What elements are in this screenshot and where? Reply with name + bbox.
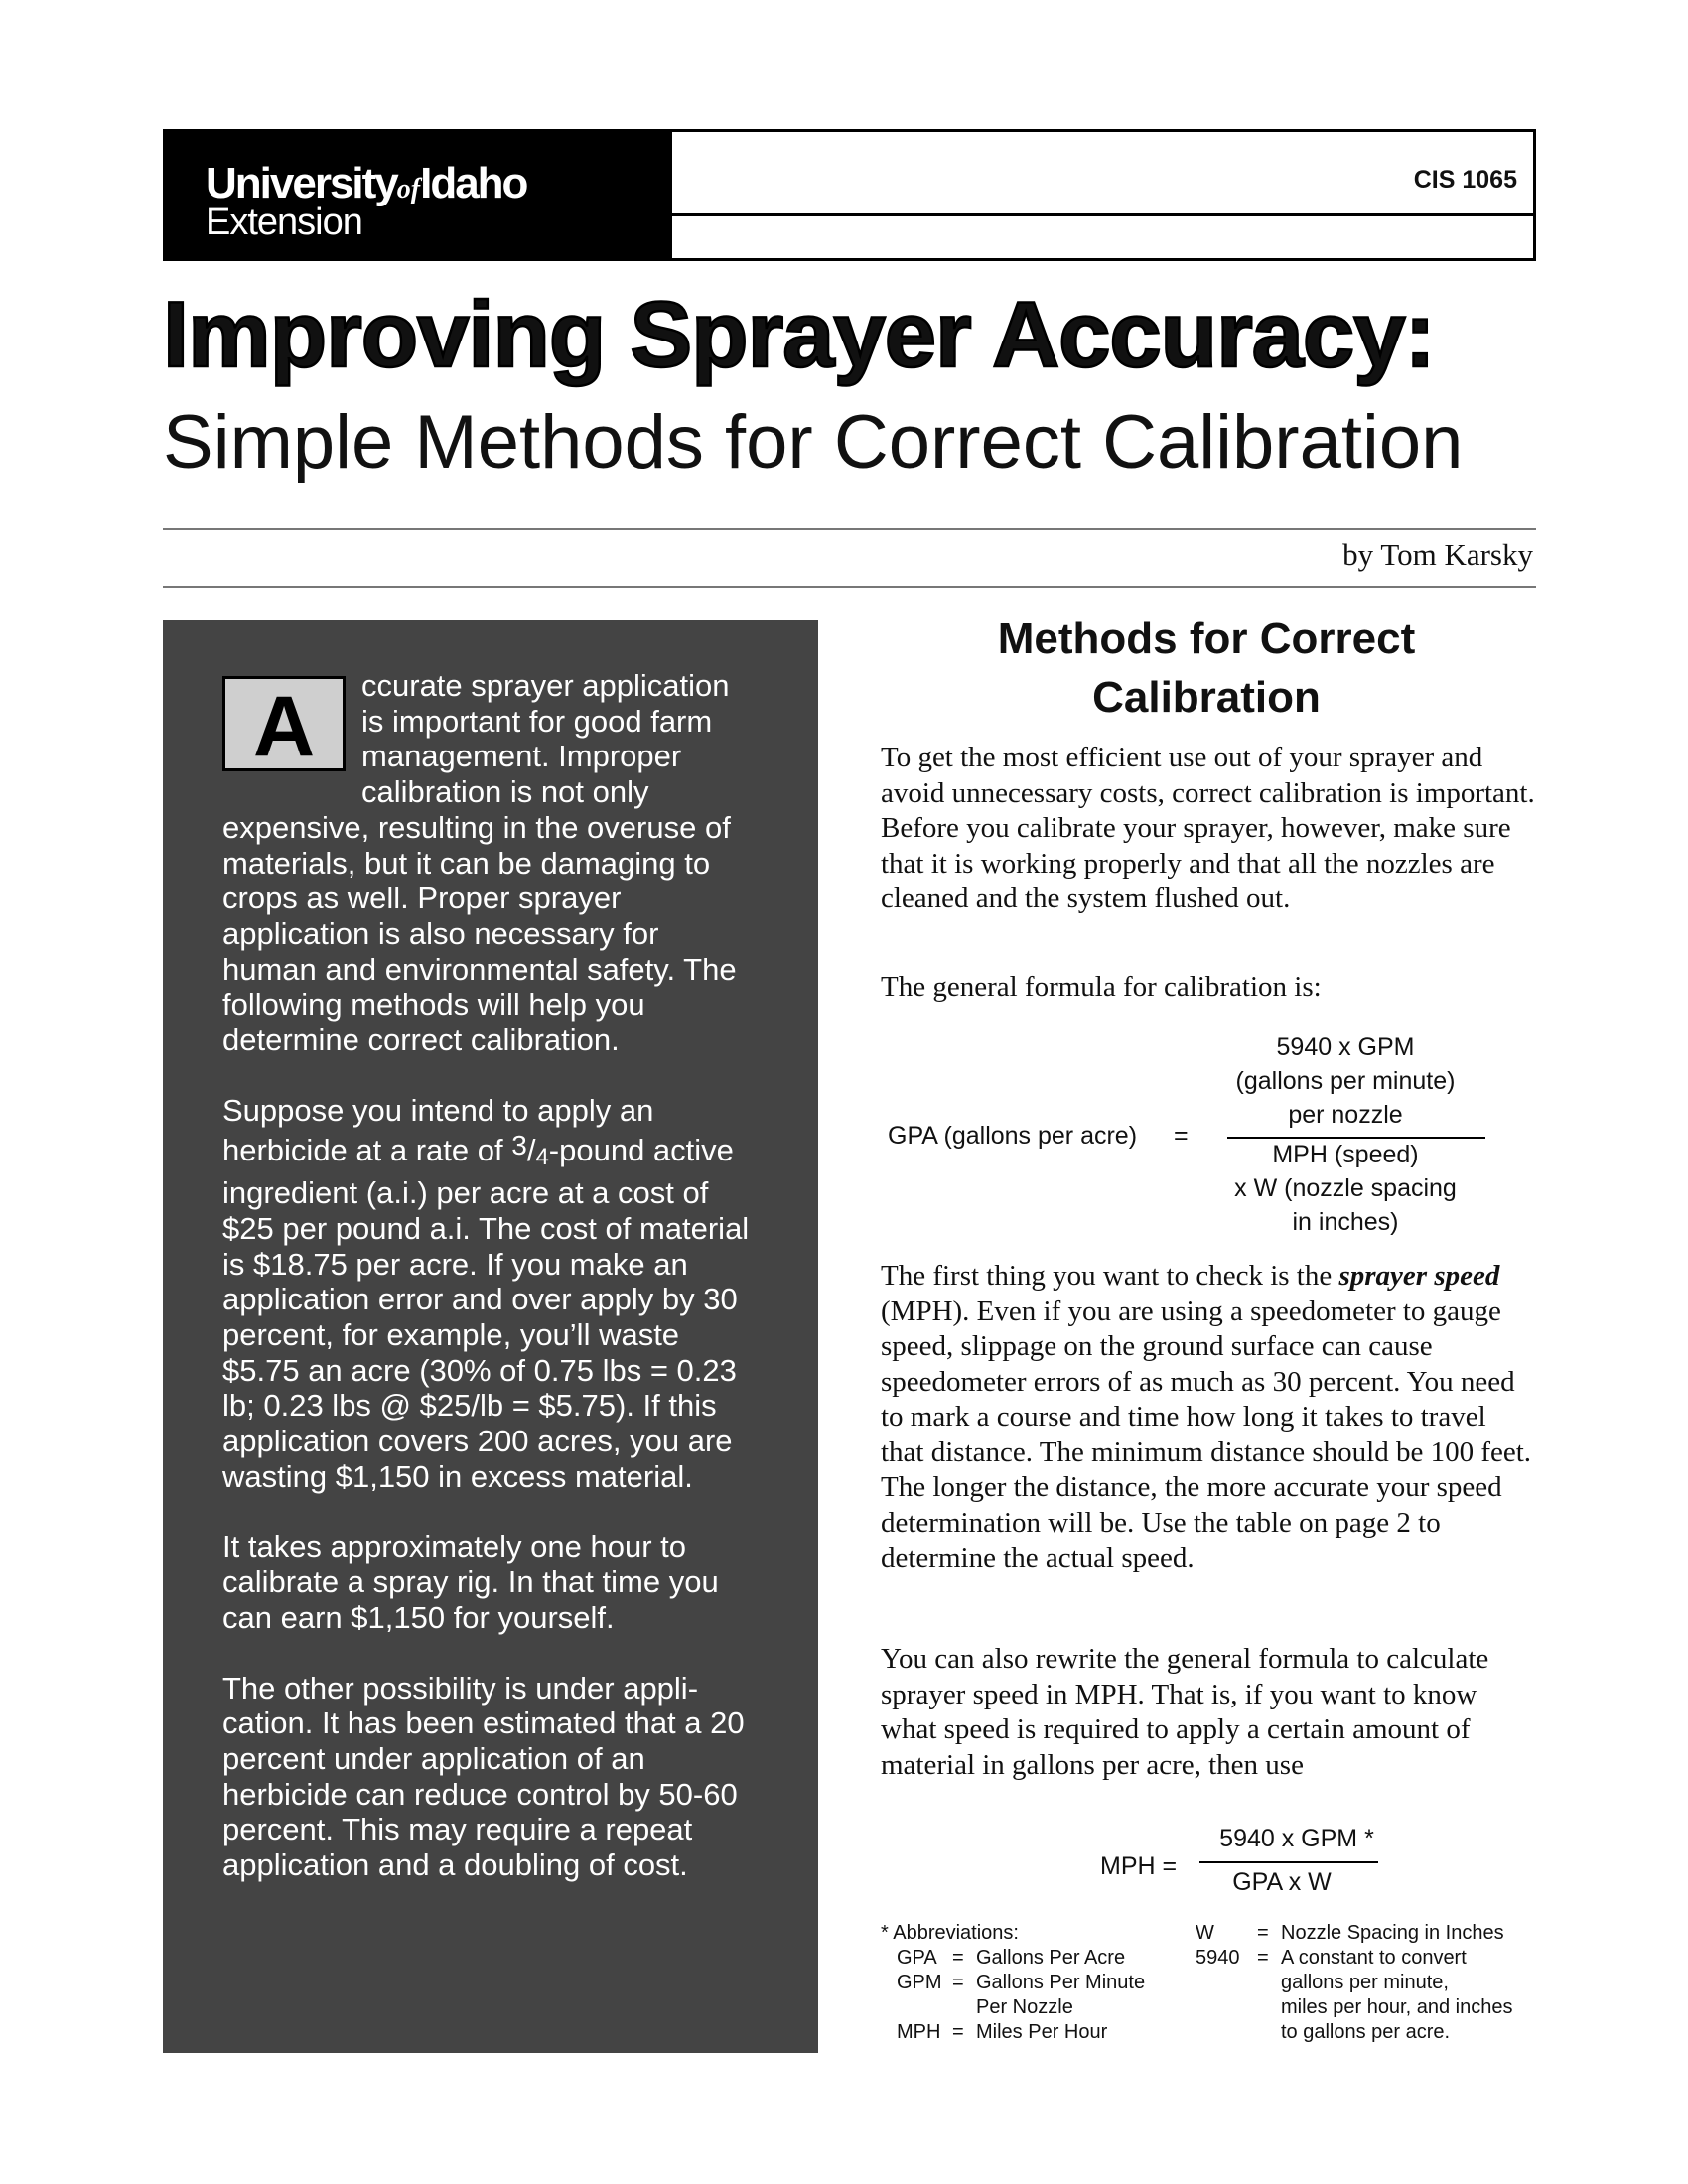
abbreviation-val: miles per hour, and inches xyxy=(1281,1996,1513,2018)
logo-idaho-text: Idaho xyxy=(420,159,527,207)
abbreviation-val: Gallons Per Minute xyxy=(976,1972,1146,1993)
abbreviation-key: W xyxy=(1196,1922,1214,1944)
intro-sidebar xyxy=(163,620,818,2053)
masthead-divider xyxy=(672,213,1533,216)
abbreviations-right xyxy=(1196,1921,1512,2045)
section-heading-line-1: Methods for Correct xyxy=(997,614,1416,663)
abbreviation-eq: = xyxy=(952,1947,964,1969)
abbreviation-row xyxy=(1196,1946,1512,1971)
abbreviation-row xyxy=(1196,1971,1512,1995)
abbreviation-val: Miles Per Hour xyxy=(976,2021,1108,2043)
body-paragraph-1 xyxy=(881,741,1536,917)
logo-of-text: of xyxy=(396,174,421,205)
page-subtitle: Simple Methods for Correct Calibration xyxy=(163,400,1464,484)
abbreviation-val: gallons per minute, xyxy=(1281,1972,1449,1993)
formula-numerator-line-3: per nozzle xyxy=(1288,1101,1403,1129)
logo-wordmark xyxy=(206,159,527,207)
formula-lhs: GPA (gallons per acre) xyxy=(888,1122,1138,1150)
masthead-right xyxy=(672,132,1533,258)
formula-numerator-line-1: 5940 x GPM xyxy=(1276,1033,1415,1061)
abbreviation-row xyxy=(897,2020,1145,2045)
formula-denominator xyxy=(1201,1138,1489,1239)
drop-cap: A xyxy=(222,676,346,771)
logo-university-text: University xyxy=(206,159,397,207)
abbreviation-eq: = xyxy=(1257,1947,1269,1969)
sidebar-paragraph-3: It takes approximately one hour to calibrate a spray rig. In that time you can earn $1,150 for yourself. xyxy=(222,1529,719,1635)
body-paragraph-3-text-a: The first thing you want to check is the xyxy=(881,1260,1339,1292)
sidebar-paragraph-2 xyxy=(222,1093,759,1495)
abbreviation-row xyxy=(1196,1995,1512,2020)
calibration-formula xyxy=(874,1030,1549,1236)
university-logo xyxy=(166,132,672,258)
abbreviation-eq: = xyxy=(1257,1922,1269,1944)
sidebar-paragraph-1-text: ccurate sprayer application is important for good farm management. Improper calibration is not only expensive, resulting in the overuse of materials, but it can be damaging to crops as well. Proper sprayer application is also necessary for human and environmental safety. The following methods will help you determine correct calibration. xyxy=(222,668,737,1058)
abbreviation-key xyxy=(1196,2020,1257,2045)
abbreviation-val: Gallons Per Acre xyxy=(976,1947,1126,1969)
speed-formula-denominator: GPA x W xyxy=(1232,1868,1332,1896)
sidebar-paragraph-4: The other possibility is under application. It has been estimated that a 20 percent under application of an herbicide can reduce control by 50-60 percent. This may require a repeat application and a doubling of cost. xyxy=(222,1670,745,1883)
abbreviation-val: Per Nozzle xyxy=(976,1996,1073,2018)
formula-numerator-line-2: (gallons per minute) xyxy=(1235,1067,1456,1095)
byline: by Tom Karsky xyxy=(1342,537,1533,572)
formula-numerator xyxy=(1201,1030,1489,1132)
abbreviations-left-list xyxy=(881,1946,1145,2045)
formula-equals: = xyxy=(1174,1122,1189,1150)
abbreviation-eq xyxy=(952,1995,976,2020)
abbreviation-row xyxy=(897,1995,1145,2020)
abbreviation-row xyxy=(897,1946,1145,1971)
formula-denominator-line-3: in inches) xyxy=(1292,1208,1399,1236)
abbreviation-eq: = xyxy=(952,1972,964,1993)
body-paragraph-2-text: The general formula for calibration is: xyxy=(881,971,1322,1003)
speed-formula xyxy=(1092,1825,1390,1904)
abbreviation-key xyxy=(1196,1971,1257,1995)
speed-formula-lhs: MPH = xyxy=(1100,1852,1178,1880)
abbreviation-row xyxy=(1196,2020,1512,2045)
abbreviation-row xyxy=(1196,1921,1512,1946)
body-paragraph-3 xyxy=(881,1259,1536,1576)
body-paragraph-4 xyxy=(881,1642,1536,1783)
abbreviation-eq xyxy=(1257,2020,1281,2045)
abbreviation-key: GPA xyxy=(897,1947,937,1969)
section-heading xyxy=(874,610,1539,727)
abbreviation-val: A constant to convert xyxy=(1281,1947,1467,1969)
page-title: Improving Sprayer Accuracy: xyxy=(163,282,1435,386)
body-paragraph-1-text: To get the most efficient use out of your sprayer and avoid unnecessary costs, correct calibration is important. Before you calibrate your sprayer, however, make sure that it is working properly and that all the nozzles are cleaned and the system flushed out. xyxy=(881,742,1535,914)
abbreviation-key xyxy=(897,1995,952,2020)
abbreviation-eq xyxy=(1257,1971,1281,1995)
abbreviation-eq: = xyxy=(952,2021,964,2043)
formula-denominator-line-1: MPH (speed) xyxy=(1272,1141,1419,1168)
body-paragraph-3-text-b: (MPH). Even if you are using a speedometer to gauge speed, slippage on the ground surface can cause speedometer errors of as much as 30 percent. You need to mark a course and time how long it takes to travel that distance. The minimum distance should be 100 feet. The longer the distance, the more accurate your speed determination will be. Use the table on page 2 to determine the actual speed. xyxy=(881,1295,1532,1573)
sidebar-paragraph-2-text-b: -pound active ingredient (a.i.) per acre at a cost of $25 per pound a.i. The cost of material is $18.75 per acre. If you make an application error and over apply by 30 percent, for example, you’ll waste $5.75 an acre (30% of 0.75 lbs = 0.23 lb; 0.23 lbs @ $25/lb = $5.75). If this application covers 200 acres, you are wasting $1,150 in excess material. xyxy=(222,1133,750,1494)
body-paragraph-3-text xyxy=(881,1259,1536,1576)
abbreviations-left xyxy=(881,1921,1145,2045)
abbreviation-key: MPH xyxy=(897,2021,941,2043)
abbreviation-val: to gallons per acre. xyxy=(1281,2021,1451,2043)
abbreviations-heading: * Abbreviations: xyxy=(881,1922,1019,1944)
logo-extension-text: Extension xyxy=(206,202,362,243)
abbreviation-eq xyxy=(1257,1995,1281,2020)
abbreviation-row xyxy=(897,1971,1145,1995)
speed-formula-numerator: 5940 x GPM * xyxy=(1219,1825,1374,1852)
abbreviation-key: 5940 xyxy=(1196,1947,1240,1969)
formula-denominator-line-2: x W (nozzle spacing xyxy=(1234,1174,1457,1202)
section-heading-line-2: Calibration xyxy=(1092,673,1321,722)
abbreviation-key: GPM xyxy=(897,1972,942,1993)
fraction-numerator: 3 xyxy=(511,1130,527,1161)
title-rule-bottom xyxy=(163,586,1536,588)
emphasis-sprayer-speed: sprayer speed xyxy=(1338,1260,1500,1292)
abbreviation-key xyxy=(1196,1995,1257,2020)
fraction-slash: / xyxy=(526,1133,536,1168)
title-rule-top xyxy=(163,528,1536,530)
speed-formula-fraction-bar xyxy=(1199,1861,1378,1863)
publication-code: CIS 1065 xyxy=(1413,166,1517,194)
body-paragraph-4-text: You can also rewrite the general formula to calculate sprayer speed in MPH. That is, if you want to know what speed is required to apply a certain amount of material in gallons per acre, then use xyxy=(881,1643,1489,1781)
masthead xyxy=(163,129,1536,261)
abbreviation-val: Nozzle Spacing in Inches xyxy=(1281,1922,1504,1944)
sidebar-paragraph-1 xyxy=(222,668,759,1058)
sidebar-paragraph-2-text-a: Suppose you intend to apply an herbicide at a rate of xyxy=(222,1092,654,1168)
fraction-denominator: 4 xyxy=(535,1144,549,1171)
abbreviations-right-list xyxy=(1196,1921,1512,2045)
body-paragraph-2 xyxy=(881,970,1536,1006)
